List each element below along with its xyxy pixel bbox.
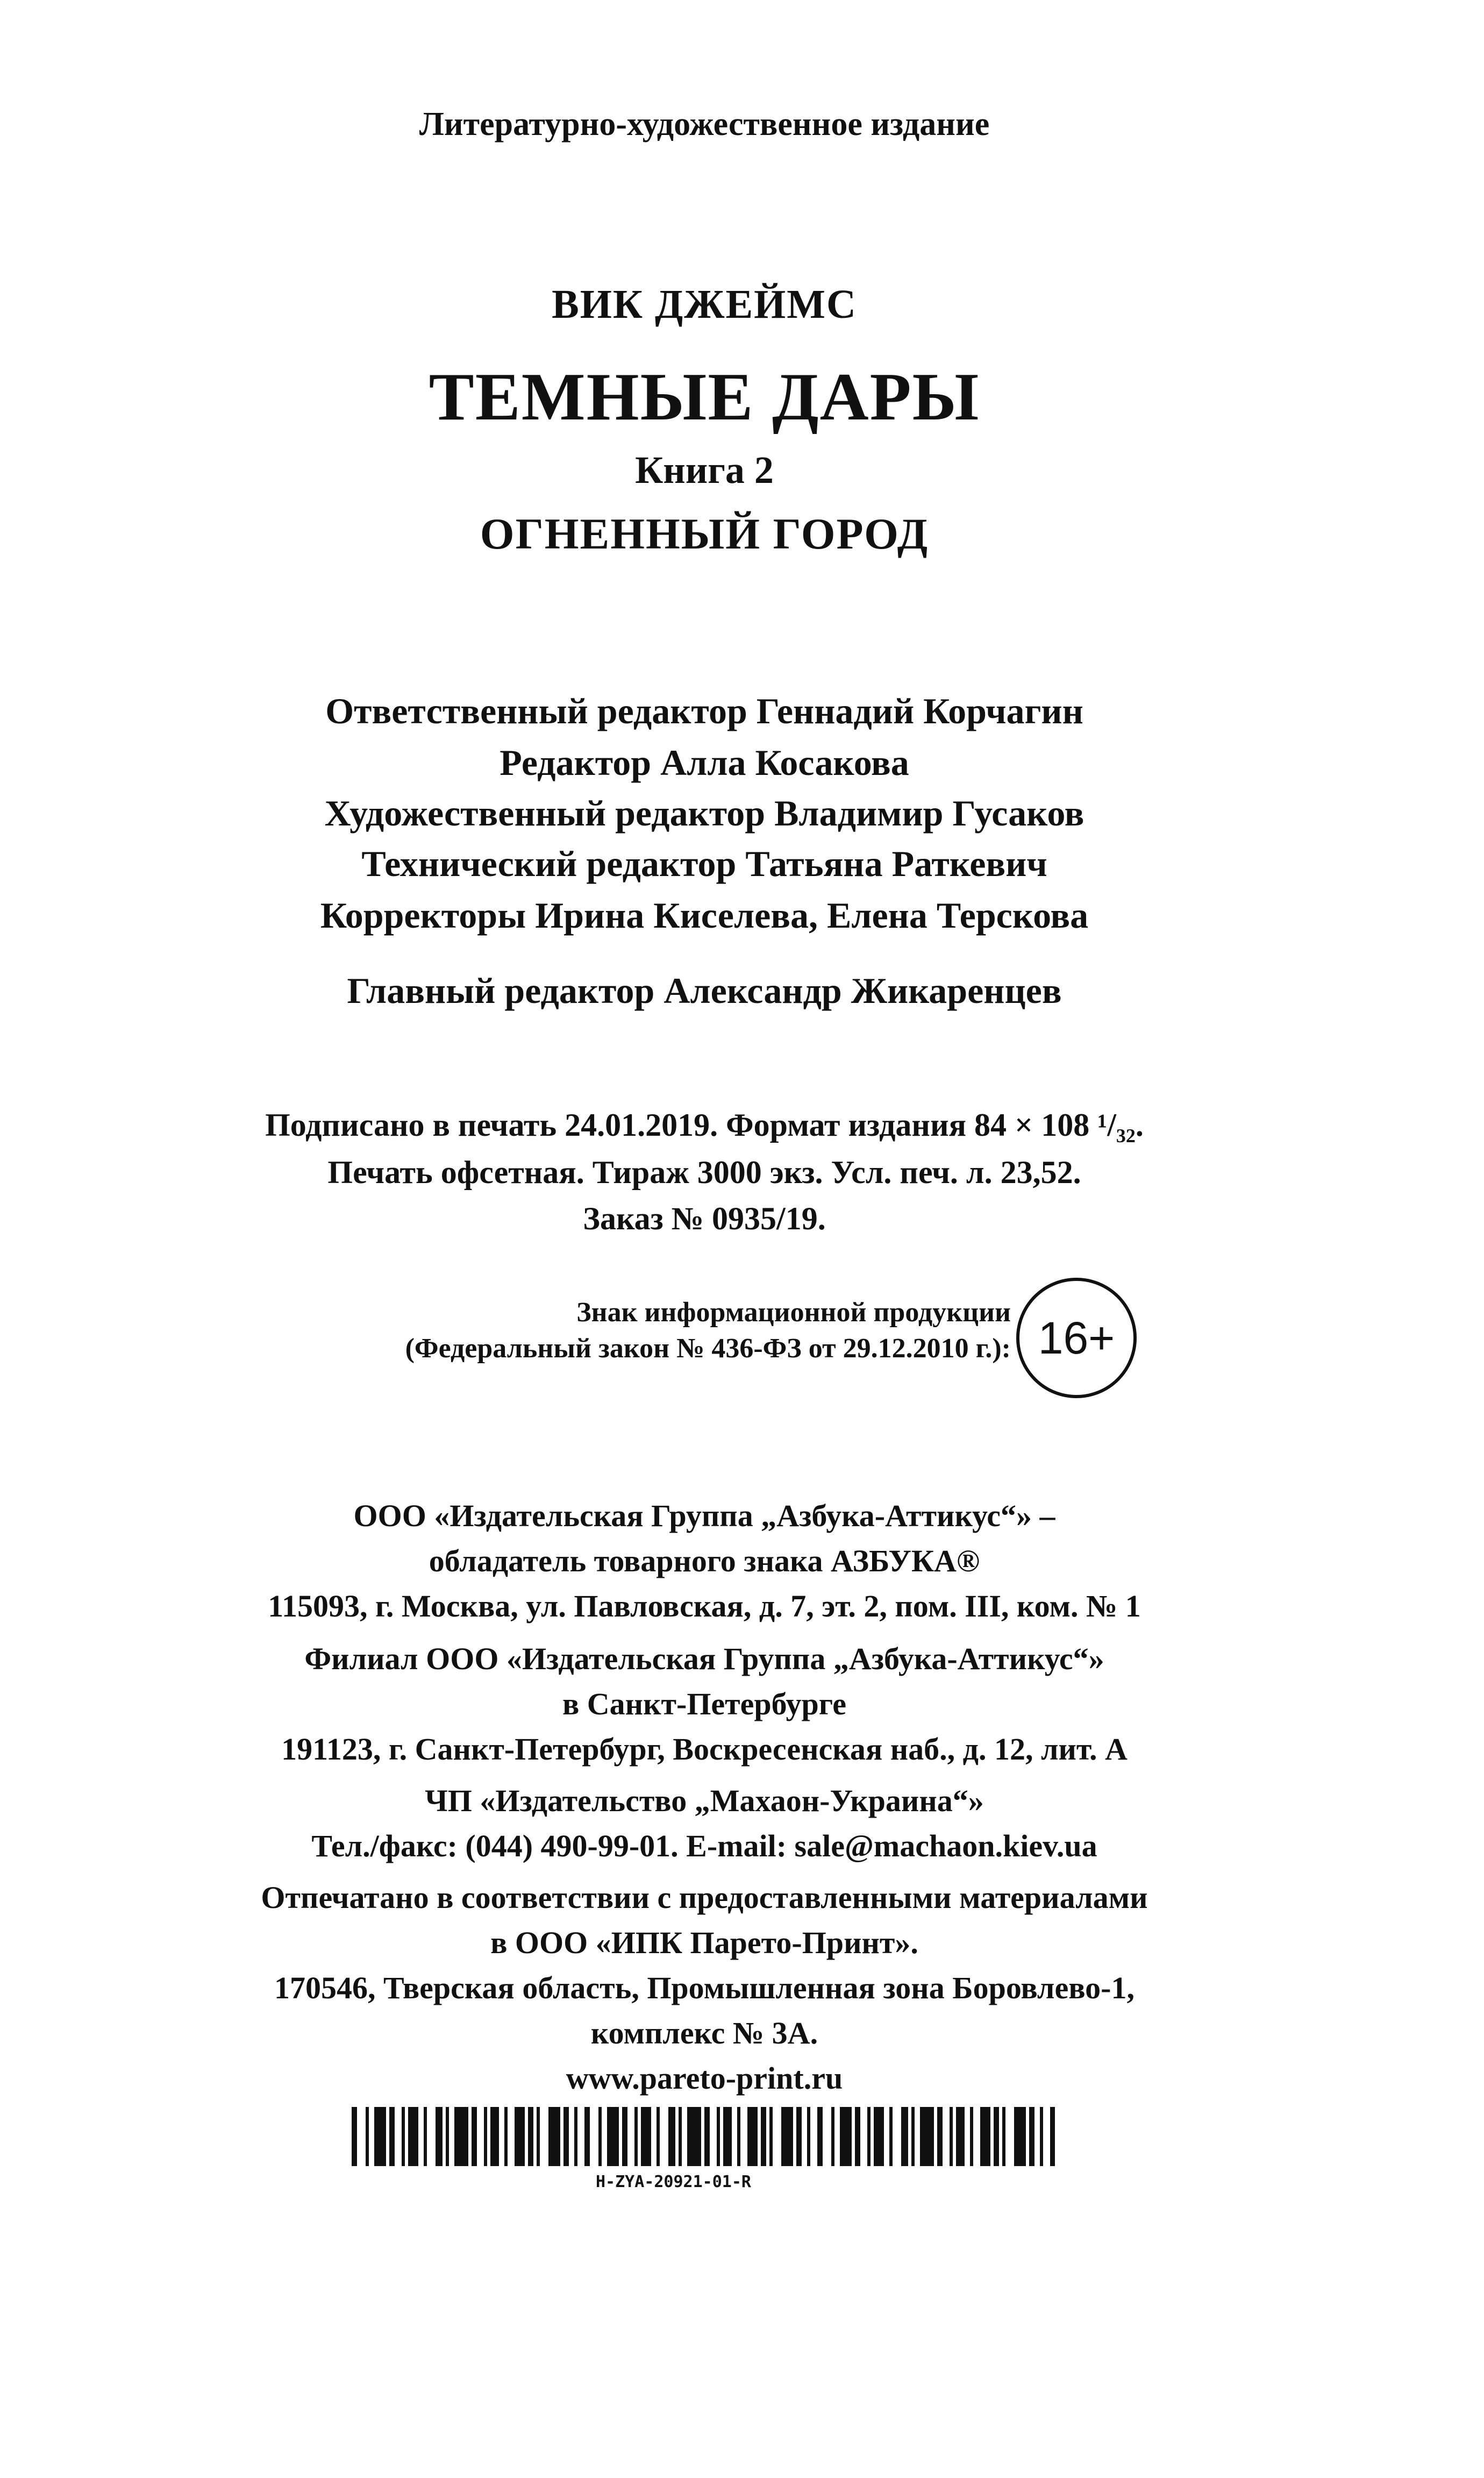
age-rating-law-line: (Федеральный закон № 436-ФЗ от 29.12.2010 г.):: [405, 1333, 1011, 1364]
printer-website: www.pareto-print.ru: [566, 2061, 843, 2096]
age-rating-label-line: Знак информационной продукции: [576, 1297, 1011, 1328]
barcode-stripe: [499, 2107, 504, 2166]
volume-label: Книга 2: [635, 448, 774, 492]
barcode-stripe: [884, 2107, 889, 2166]
barcode-stripe: [965, 2107, 970, 2166]
barcode-stripe: [1034, 2107, 1040, 2166]
credit-line: Художественный редактор Владимир Гусаков: [324, 793, 1085, 834]
credit-line: Технический редактор Татьяна Раткевич: [361, 843, 1047, 884]
barcode-stripe: [773, 2107, 781, 2166]
printer-line: в ООО «ИПК Парето-Принт».: [490, 1925, 918, 1960]
barcode-stripe: [943, 2107, 950, 2166]
barcode-stripe: [1050, 2107, 1055, 2166]
print-info-line: Подписано в печать 24.01.2019. Формат издания 84 × 108 ¹/₃₂.: [265, 1107, 1144, 1143]
barcode-stripe: [641, 2107, 651, 2166]
credit-line: Редактор Алла Косакова: [500, 742, 909, 783]
barcode-stripe: [761, 2107, 766, 2166]
barcode-stripe: [395, 2107, 402, 2166]
branch-line: в Санкт-Петербурге: [562, 1686, 847, 1721]
barcode-stripe: [563, 2107, 569, 2166]
barcode-stripe: [508, 2107, 515, 2166]
barcode-stripe: [369, 2107, 374, 2166]
barcode-stripe: [490, 2107, 499, 2166]
barcode-stripe: [747, 2107, 758, 2166]
barcode-stripe: [602, 2107, 607, 2166]
barcode-stripe: [973, 2107, 980, 2166]
barcode-stripe: [920, 2107, 934, 2166]
barcode-stripe: [994, 2107, 999, 2166]
barcode-stripe: [823, 2107, 831, 2166]
barcode-stripe: [577, 2107, 584, 2166]
barcode-stripe: [584, 2107, 590, 2166]
barcode-stripe: [528, 2107, 533, 2166]
barcode-stripe: [1014, 2107, 1026, 2166]
barcode-stripe: [901, 2107, 908, 2166]
publisher-address: 115093, г. Москва, ул. Павловская, д. 7, эт. 2, пом. III, ком. № 1: [268, 1589, 1141, 1623]
barcode-stripe: [449, 2107, 454, 2166]
ukraine-publisher: ЧП «Издательство „Махаон-Украина“»: [425, 1783, 984, 1818]
barcode-stripe: [1029, 2107, 1034, 2166]
printer-address: 170546, Тверская область, Промышленная зона Боровлево-1,: [274, 1970, 1135, 2005]
barcode-stripe: [710, 2107, 717, 2166]
barcode-stripe: [427, 2107, 436, 2166]
printer-line: Отпечатано в соответствии с предоставленными материалами: [261, 1880, 1148, 1915]
barcode-stripe: [590, 2107, 598, 2166]
barcode-stripe: [732, 2107, 737, 2166]
barcode-stripe: [548, 2107, 560, 2166]
barcode-stripe: [817, 2107, 823, 2166]
barcode-stripe: [781, 2107, 793, 2166]
barcode-stripe: [668, 2107, 675, 2166]
barcode-stripe: [893, 2107, 901, 2166]
edition-type: Литературно-художественное издание: [419, 106, 990, 143]
barcode-stripe: [436, 2107, 443, 2166]
barcode-stripe: [607, 2107, 619, 2166]
barcode-stripe: [651, 2107, 657, 2166]
barcode-stripe: [622, 2107, 627, 2166]
barcode-stripe: [937, 2107, 943, 2166]
publisher-line: ООО «Издательская Группа „Азбука-Аттикус“» –: [353, 1498, 1055, 1533]
barcode-stripe: [810, 2107, 817, 2166]
barcode-stripe: [357, 2107, 366, 2166]
barcode-stripe: [1043, 2107, 1050, 2166]
barcode-stripe: [874, 2107, 884, 2166]
barcode-stripe: [540, 2107, 548, 2166]
barcode-stripe: [980, 2107, 990, 2166]
barcode-stripe: [723, 2107, 732, 2166]
barcode-stripe: [1005, 2107, 1014, 2166]
barcode-stripe: [860, 2107, 867, 2166]
barcode-stripe: [515, 2107, 525, 2166]
credit-line: Ответственный редактор Геннадий Корчагин: [325, 690, 1083, 731]
age-rating-label: [290, 1295, 1011, 1366]
barcode-stripe: [352, 2107, 357, 2166]
barcode-stripe: [374, 2107, 386, 2166]
branch-address: 191123, г. Санкт-Петербург, Воскресенская наб., д. 12, лит. А: [281, 1732, 1128, 1767]
print-info-line: Печать офсетная. Тираж 3000 экз. Усл. печ. л. 23,52.: [327, 1155, 1081, 1190]
barcode-stripe: [418, 2107, 424, 2166]
order-number: Заказ № 0935/19.: [583, 1201, 826, 1236]
age-rating-badge: 16+: [1016, 1278, 1137, 1398]
author-name: ВИК ДЖЕЙМС: [552, 282, 857, 327]
credit-line: Корректоры Ирина Киселева, Елена Терскова: [320, 895, 1089, 936]
barcode-stripe: [627, 2107, 634, 2166]
barcode-stripe: [477, 2107, 484, 2166]
barcode-stripe: [796, 2107, 802, 2166]
barcode-stripe: [569, 2107, 574, 2166]
barcode-stripe: [408, 2107, 418, 2166]
barcode-stripe: [472, 2107, 477, 2166]
barcode-stripe: [834, 2107, 840, 2166]
ukraine-contacts: Тел./факс: (044) 490-99-01. E-mail: sale@machaon.kiev.ua: [311, 1828, 1097, 1863]
barcode-stripe: [855, 2107, 860, 2166]
barcode-stripe: [802, 2107, 807, 2166]
branch-line: Филиал ООО «Издательская Группа „Азбука-Аттикус“»: [304, 1641, 1104, 1676]
barcode-stripe: [660, 2107, 668, 2166]
barcode-stripe: [682, 2107, 687, 2166]
barcode-stripe: [454, 2107, 468, 2166]
barcode: [352, 2107, 1055, 2166]
printer-address: комплекс № 3А.: [590, 2016, 818, 2050]
barcode-stripe: [915, 2107, 920, 2166]
barcode-stripe: [704, 2107, 710, 2166]
barcode-stripe: [956, 2107, 965, 2166]
series-title: ТЕМНЫЕ ДАРЫ: [429, 360, 980, 435]
publisher-line: обладатель товарного знака АЗБУКА®: [429, 1543, 980, 1578]
barcode-stripe: [740, 2107, 747, 2166]
barcode-stripe: [389, 2107, 395, 2166]
book-title: ОГНЕННЫЙ ГОРОД: [480, 509, 929, 558]
barcode-stripe: [840, 2107, 852, 2166]
barcode-stripe: [687, 2107, 701, 2166]
chief-editor-line: Главный редактор Александр Жикаренцев: [347, 970, 1062, 1011]
barcode-code: H-ZYA-20921-01-R: [596, 2173, 751, 2191]
